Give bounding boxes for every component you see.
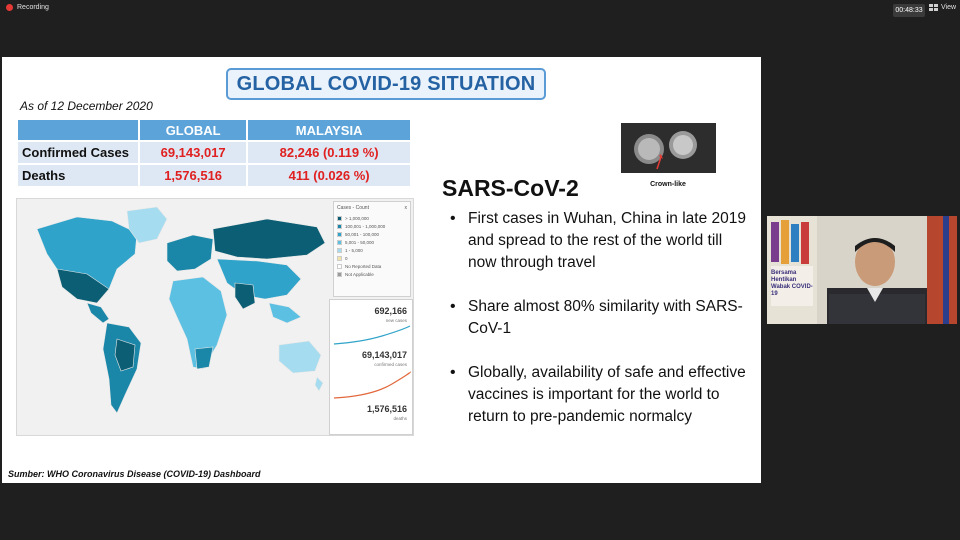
virus-heading: SARS-CoV-2 (442, 175, 579, 201)
legend-label: 1 - 5,000 (345, 247, 363, 253)
legend-item (337, 214, 407, 222)
legend-item (337, 262, 407, 270)
legend-swatch (337, 256, 342, 261)
legend-swatch (337, 232, 342, 237)
view-label: View (941, 4, 957, 11)
legend-swatch (337, 264, 342, 269)
legend-label: No Reported Data (345, 263, 382, 269)
table-header-malaysia: MALAYSIA (248, 120, 410, 140)
crown-like-caption: Crown-like (650, 181, 686, 188)
slide-title-box (226, 68, 546, 100)
virus-image (621, 123, 716, 173)
deaths-global: 1,576,516 (140, 165, 246, 186)
meeting-timer: 00:48:33 (893, 4, 925, 17)
slide-title: GLOBAL COVID-19 SITUATION (236, 72, 536, 95)
legend-item (337, 230, 407, 238)
table-header-row (18, 120, 410, 140)
legend-item (337, 270, 407, 278)
legend-label: Not Applicable (345, 271, 374, 277)
banner-text: Bersama Hentikan Wabak COVID-19 (771, 270, 813, 297)
confirmed-sparkline (332, 370, 412, 400)
legend-label: 0 (345, 255, 348, 261)
participant-video-tile[interactable] (767, 216, 957, 324)
table-header-blank (18, 120, 138, 140)
dashboard-counts-panel (329, 299, 413, 435)
bullet-list (450, 208, 750, 450)
legend-title: Cases - Count (337, 205, 369, 211)
deaths-count: 1,576,516 (366, 404, 407, 414)
view-button[interactable] (929, 4, 956, 11)
new-cases-sparkline (332, 324, 412, 346)
legend-item (337, 246, 407, 254)
legend-swatch (337, 272, 342, 277)
table-header-global: GLOBAL (140, 120, 246, 140)
grid-view-icon (929, 4, 938, 11)
recording-label: Recording (17, 4, 49, 11)
meeting-toolbar (0, 0, 960, 20)
table-row (18, 142, 410, 163)
legend-swatch (337, 248, 342, 253)
coronavirus-micrograph (621, 123, 716, 173)
new-cases-label: new cases (385, 318, 407, 323)
recording-indicator[interactable] (6, 4, 49, 11)
record-icon (6, 4, 13, 11)
deaths-label: deaths (393, 416, 407, 421)
confirmed-malaysia: 82,246 (0.119 %) (248, 142, 410, 163)
shared-slide (2, 57, 761, 483)
map-legend (333, 201, 411, 297)
deaths-malaysia: 411 (0.026 %) (248, 165, 410, 186)
as-of-date: As of 12 December 2020 (20, 99, 153, 113)
list-item: • Globally, availability of safe and effective vaccines is important for the world to return to pre-pandemic normalcy (450, 362, 750, 428)
list-item: • First cases in Wuhan, China in late 2019 and spread to the rest of the world till now through travel (450, 208, 750, 274)
legend-swatch (337, 224, 342, 229)
list-item: • Share almost 80% similarity with SARS-CoV-1 (450, 296, 750, 340)
new-cases-count: 692,166 (374, 306, 407, 316)
confirmed-global: 69,143,017 (140, 142, 246, 163)
legend-swatch (337, 216, 342, 221)
legend-label: 50,001 - 100,000 (345, 231, 380, 237)
world-map-dashboard (16, 198, 414, 436)
confirmed-label: confirmed cases (374, 362, 407, 367)
stats-table (16, 118, 412, 188)
row-label-confirmed: Confirmed Cases (18, 142, 138, 163)
legend-label: 100,001 - 1,000,000 (345, 223, 386, 229)
world-map (17, 199, 329, 437)
row-label-deaths: Deaths (18, 165, 138, 186)
legend-item (337, 222, 407, 230)
table-row (18, 165, 410, 186)
legend-label: 5,001 - 50,000 (345, 239, 375, 245)
legend-label: > 1,000,000 (345, 215, 369, 221)
legend-swatch (337, 240, 342, 245)
confirmed-count: 69,143,017 (361, 350, 407, 360)
legend-item (337, 254, 407, 262)
source-citation: Sumber: WHO Coronavirus Disease (COVID-19) Dashboard (8, 469, 261, 479)
legend-item (337, 238, 407, 246)
legend-close-icon[interactable]: x (404, 205, 407, 211)
